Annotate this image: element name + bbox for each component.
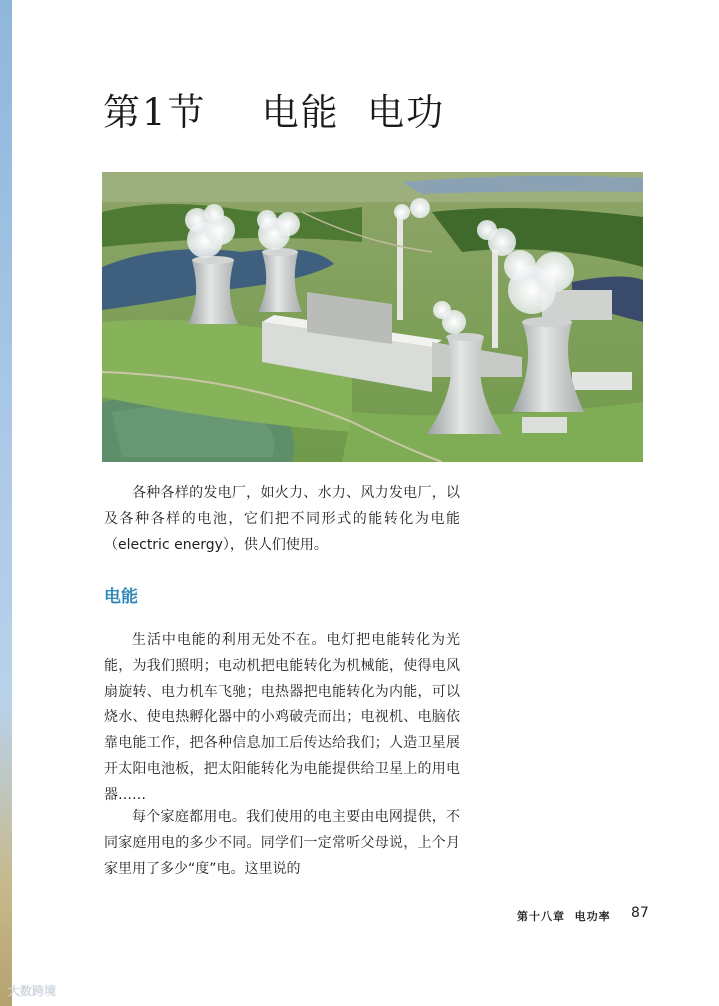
chapter-label: 第十八章 电功率 (517, 910, 611, 923)
power-plant-photo (102, 172, 643, 462)
section-heading: 电能 (104, 587, 138, 607)
page-number: 87 (631, 905, 649, 921)
intro-paragraph: 各种各样的发电厂，如火力、水力、风力发电厂，以及各种各样的电池，它们把不同形式的能转化为电能（electric energy），供人们使用。 (104, 485, 460, 553)
body-paragraph-2: 每个家庭都用电。我们使用的电主要由电网提供，不同家庭用电的多少不同。同学们一定常听父母说，上个月家里用了多少“度”电。这里说的 (104, 809, 460, 877)
body-paragraph-1: 生活中电能的利用无处不在。电灯把电能转化为光能，为我们照明；电动机把电能转化为机械能，使得电风扇旋转、电力机车飞驰；电热器把电能转化为内能，可以烧水、使电热孵化器中的小鸡破壳而出；电视机、电脑依靠电能工作，把各种信息加工后传达给我们；人造卫星展开太阳电池板，把太阳能转化为电能提供给卫星上的用电器…… (104, 632, 460, 803)
page-edge-strip (0, 0, 12, 1006)
page-title: 第1节 电能 电功 (103, 91, 446, 134)
watermark: 大数跨境 (8, 984, 57, 998)
